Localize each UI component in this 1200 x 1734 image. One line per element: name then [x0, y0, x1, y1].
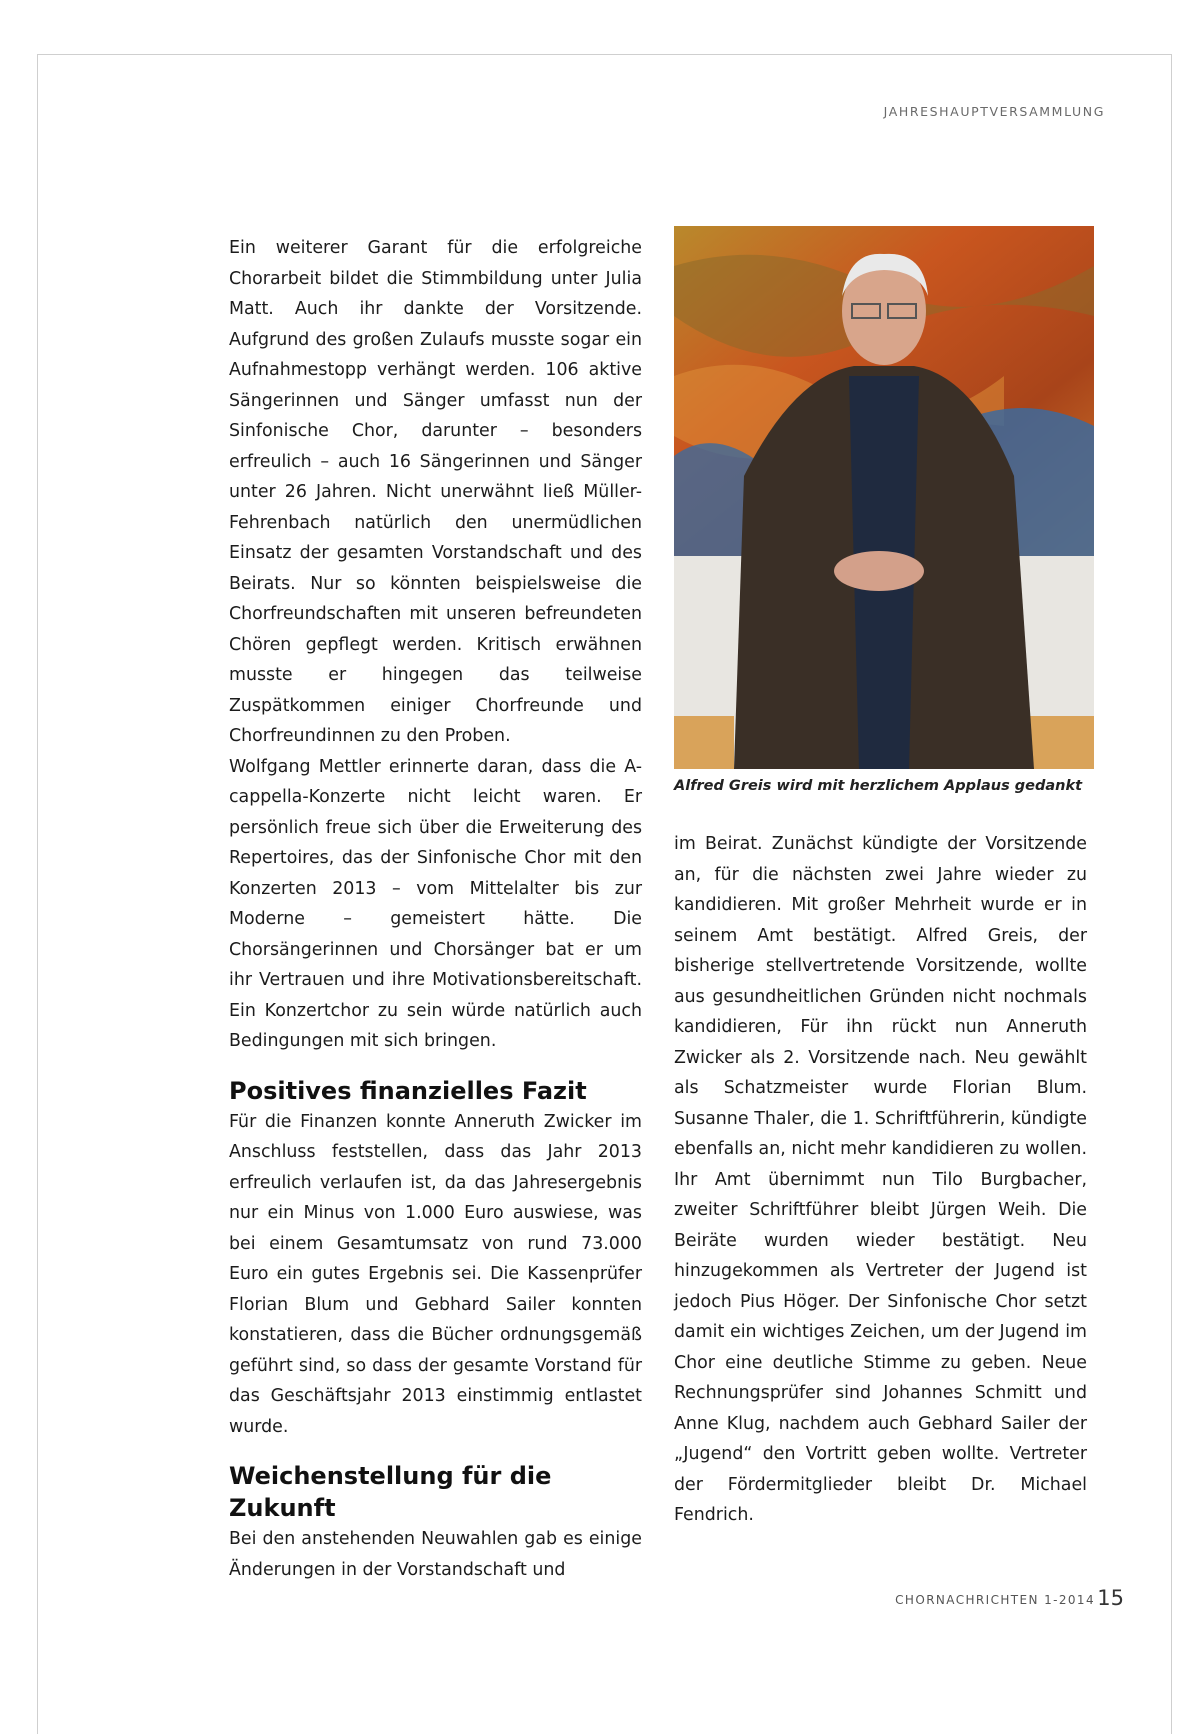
paragraph-elections: im Beirat. Zunächst kündigte der Vorsitzende an, für die nächsten zwei Jahre wieder zu kandidieren. Mit großer Mehrheit wurde er in seinem Amt bestätigt. Alfred Greis, der bisherige stellvertretende Vorsitzende, wollte aus gesundheitlichen Gründen nicht nochmals kandidieren, Für ihn rückt nun Anneruth Zwicker als 2. Vorsitzende nach. Neu gewählt als Schatzmeister wurde Florian Blum. Susanne Thaler, die 1. Schriftführerin, kündigte ebenfalls an, nicht mehr kandidieren zu wollen. Ihr Amt übernimmt nun Tilo Burgbacher, zweiter Schriftführer bleibt Jürgen Weih. Die Beiräte wurden wieder bestätigt. Neu hinzugekommen als Vertreter der Jugend ist jedoch Pius Höger. Der Sinfonische Chor setzt damit ein wichtiges Zeichen, um der Jugend im Chor eine deutliche Stimme zu geben. Neue Rechnungsprüfer sind Johannes Schmitt und Anne Klug, nachdem auch Gebhard Sailer der „Jugend“ den Vortritt geben wollte. Vertreter der Fördermitglieder bleibt Dr. Michael Fendrich. — [674, 834, 1087, 1525]
photo-caption: Alfred Greis wird mit herzlichem Applaus gedankt — [674, 778, 1083, 794]
paragraph-mettler: Wolfgang Mettler erinnerte daran, dass die A-cappella-Konzerte nicht leicht waren. Er persönlich freue sich über die Erweiterung des Repertoires, das der Sinfonische Chor mit den Konzerten 2013 – vom Mittelalter bis zur Moderne – gemeistert hätte. Die Chorsängerinnen und Chorsänger bat er um ihr Vertrauen und ihre Motivationsbereitschaft. Ein Konzertchor zu sein würde natürlich auch Bedingungen mit sich bringen. — [229, 756, 642, 1051]
chair-right — [1029, 716, 1094, 769]
heading-future: Weichenstellung für die Zukunft — [229, 1462, 552, 1522]
paragraph-finances: Für die Finanzen konnte Anneruth Zwicker im Anschluss feststellen, dass das Jahr 2013 erfreulich verlaufen ist, da das Jahresergebnis nur ein Minus von 1.000 Euro auswiese, was bei einem Gesamtumsatz von rund 73.000 Euro ein gutes Ergebnis sei. Die Kassenprüfer Florian Blum und Gebhard Sailer konnten konstatieren, dass die Bücher ordnungsgemäß geführt sind, so dass der gesamte Vorstand für das Geschäftsjahr 2013 einstimmig entlastet wurde. — [229, 1111, 642, 1437]
paragraph-stimmbildung: Ein weiterer Garant für die erfolgreiche Chorarbeit bildet die Stimmbildung unter Julia Matt. Auch ihr dankte der Vorsitzende. Aufgrund des großen Zulaufs musste sogar ein Aufnahmestopp verhängt werden. 106 aktive Sängerinnen und Sänger umfasst nun der Sinfonische Chor, darunter – besonders erfreulich – auch 16 Sängerinnen und Sänger unter 26 Jahren. Nicht unerwähnt ließ Müller-Fehrenbach natürlich den unermüdlichen Einsatz der gesamten Vorstandschaft und des Beirats. Nur so könnten beispielsweise die Chorfreundschaften mit unseren befreundeten Chören gepflegt werden. Kritisch erwähnen musste er hingegen das teilweise Zuspätkommen einiger Chorfreunde und Chorfreundinnen zu den Proben. — [229, 238, 642, 746]
article-left-column — [229, 233, 642, 1585]
article-right-column — [674, 829, 1087, 1531]
article-photo — [674, 226, 1094, 769]
paragraph-future: Bei den anstehenden Neuwahlen gab es einige Änderungen in der Vorstandschaft und — [229, 1529, 642, 1580]
publication-footer: CHORNACHRICHTEN 1-2014 — [895, 1593, 1095, 1607]
heading-finances: Positives finanzielles Fazit — [229, 1076, 587, 1105]
chair-left — [674, 716, 734, 769]
hands — [834, 551, 924, 591]
photo-illustration — [674, 226, 1094, 769]
running-title: JAHRESHAUPTVERSAMMLUNG — [883, 104, 1105, 119]
page-number: 15 — [1097, 1586, 1124, 1610]
